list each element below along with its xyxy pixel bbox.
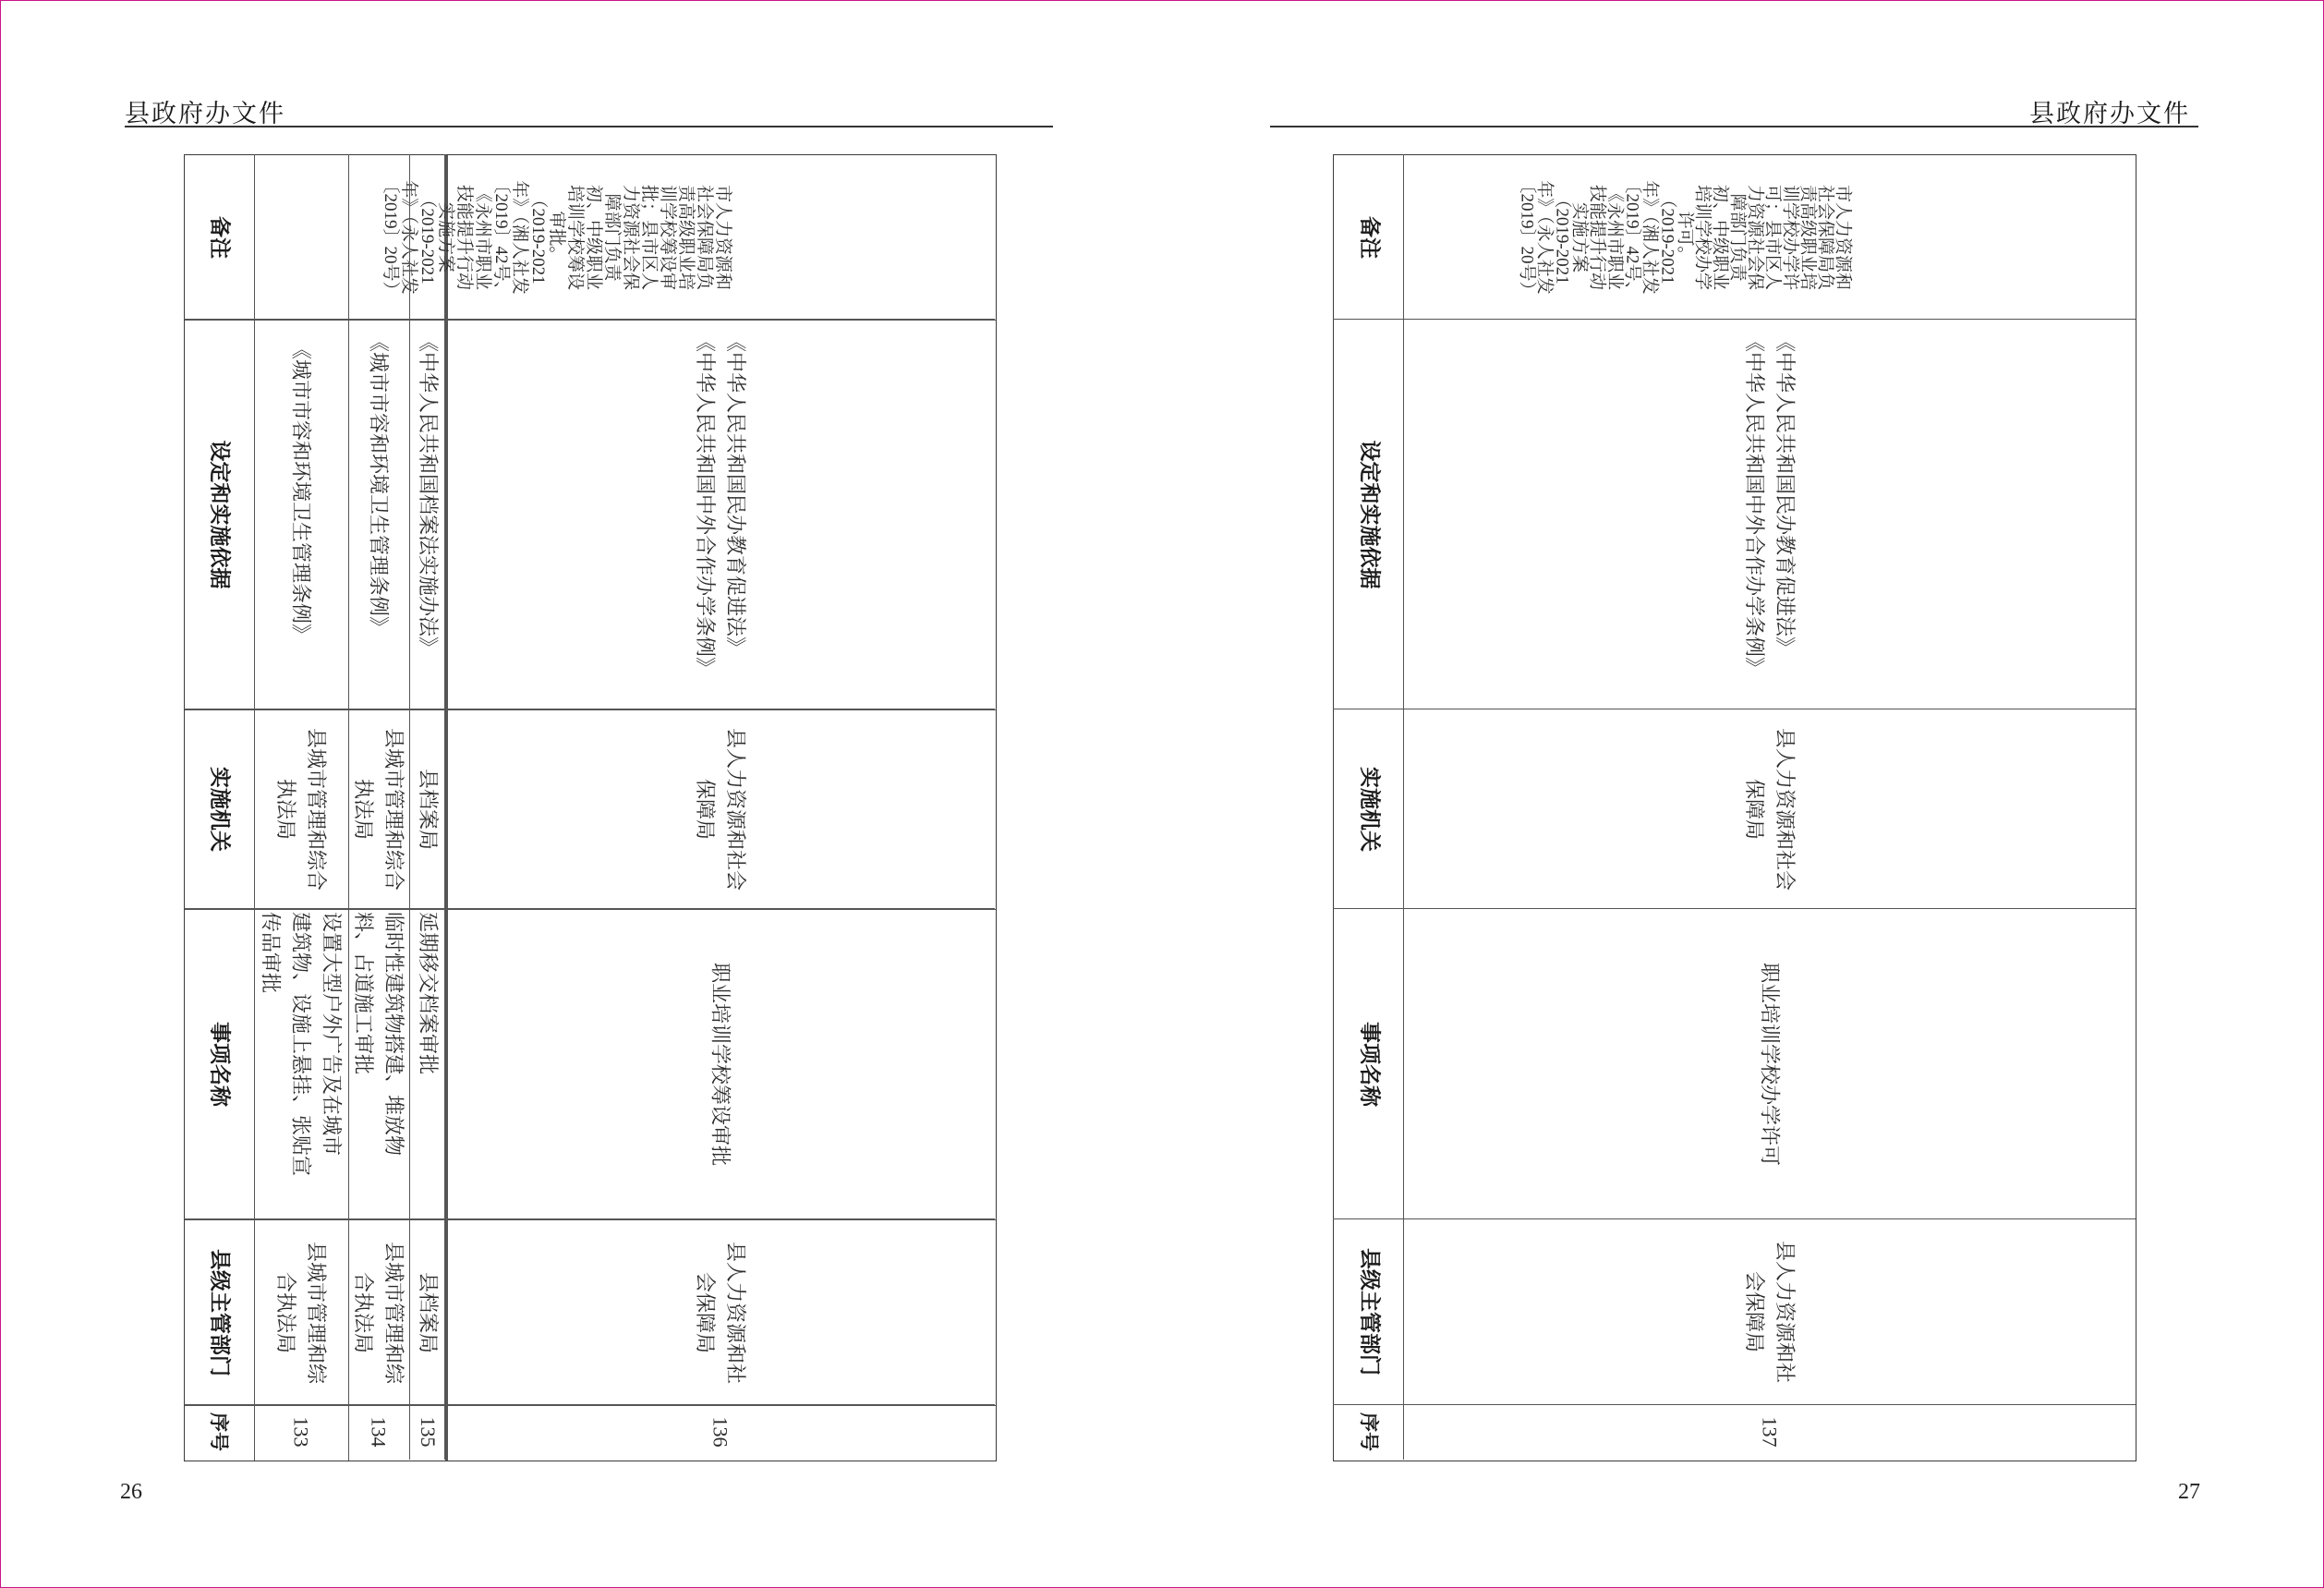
doc-header-right: 县政府办文件 [2029,100,2190,128]
col-header-dept: 县级主管部门 [1357,1248,1381,1376]
col-header-no: 序号 [208,1412,230,1451]
header-rule-left [125,126,1053,127]
table-row-136-item: 职业培训学校筹设审批 [708,962,732,1166]
table-row-134-no: 134 [367,1416,391,1448]
table-row-135-item: 延期移交档案审批 [416,912,440,1075]
page-number-right: 27 [2178,1480,2200,1504]
col-header-basis: 设定和实施依据 [1357,440,1381,588]
table-row-135-org: 县档案局 [416,768,440,850]
table-row-137-item: 职业培训学校办学许可 [1758,962,1781,1166]
col-header-item: 事项名称 [1357,1021,1381,1107]
table-row-137-dept: 县人力资源和社 会保障局 [1742,1240,1797,1383]
table-row-133-org: 县城市管理和综合 执法局 [274,727,328,891]
doc-header-left: 县政府办文件 [125,100,285,128]
header-rule-right [1270,126,2198,127]
col-header-note: 备注 [207,216,232,259]
table-row-136-dept: 县人力资源和社 会保障局 [693,1241,747,1384]
col-header-no: 序号 [1357,1412,1380,1451]
table-row-135-dept: 县档案局 [416,1271,440,1353]
col-header-org: 实施机关 [207,767,232,852]
table-row-134-dept: 县城市管理和综 合执法局 [352,1241,405,1384]
table-row-136-basis: 《中华人民共和国民办教育促进法》 《中华人民共和国中外合作办学条例》 [693,332,747,678]
table-row-137-org: 县人力资源和社会 保障局 [1742,727,1797,891]
table-row-136-no: 136 [708,1416,732,1448]
table-row-136-note: 市人力资源和 社会保障局负 责高级职业培 训学校筹设审 批；县市区人 力资源社会保 障部门负责 初、中级职业 培训学校筹设 审批。 （2019-2021 年》（湘人社发 〔2019〕42号、 《永州市职业 技能提升行动 实施方案 （2019-2021 年》（永人社发 〔2019〕20号） [381,176,732,299]
page-number-left: 26 [120,1480,142,1504]
table-row-135-basis: 《中华人民共和国档案法实施办法》 [416,332,440,658]
table-row-133-basis: 《城市市容和环境卫生管理条例》 [289,339,313,645]
table-row-134-org: 县城市管理和综合 执法局 [352,727,405,891]
col-header-dept: 县级主管部门 [207,1248,232,1376]
col-header-item: 事项名称 [207,1022,232,1107]
table-row-134-item: 临时性建筑物搭建、堆放物 料、占道施工审批 [352,912,405,1157]
col-header-note: 备注 [1357,215,1381,259]
table-row-133-item: 设置大型户外广告及在城市 建筑物、设施上悬挂、张贴宣 传品审批 [259,912,344,1177]
table-row-136-org: 县人力资源和社会 保障局 [693,727,747,891]
table-row-134-basis: 《城市市容和环境卫生管理条例》 [367,332,391,637]
col-header-org: 实施机关 [1357,766,1381,852]
col-header-basis: 设定和实施依据 [207,440,232,589]
table-row-133-no: 133 [289,1416,313,1448]
table-row-135-no: 135 [416,1416,440,1448]
table-row-137-no: 137 [1758,1416,1781,1448]
table-row-133-note [255,155,347,320]
table-row-137-note: 市人力资源和 社会保障局负 责高级职业培 训学校办学许 可；县市区人 力资源社会保 障部门负责 初、中级职业 培训学校办学 许可。 （2019-2021 年》（湘人社发 〔2019〕42号、 《永州市职业 技能提升行动 实施方案 （2019-2021 年》（永人社发 〔2019〕20号） [1517,175,1853,298]
table-row-133-dept: 县城市管理和综 合执法局 [274,1241,328,1384]
table-row-137-basis: 《中华人民共和国民办教育促进法》 《中华人民共和国中外合作办学条例》 [1742,331,1797,677]
